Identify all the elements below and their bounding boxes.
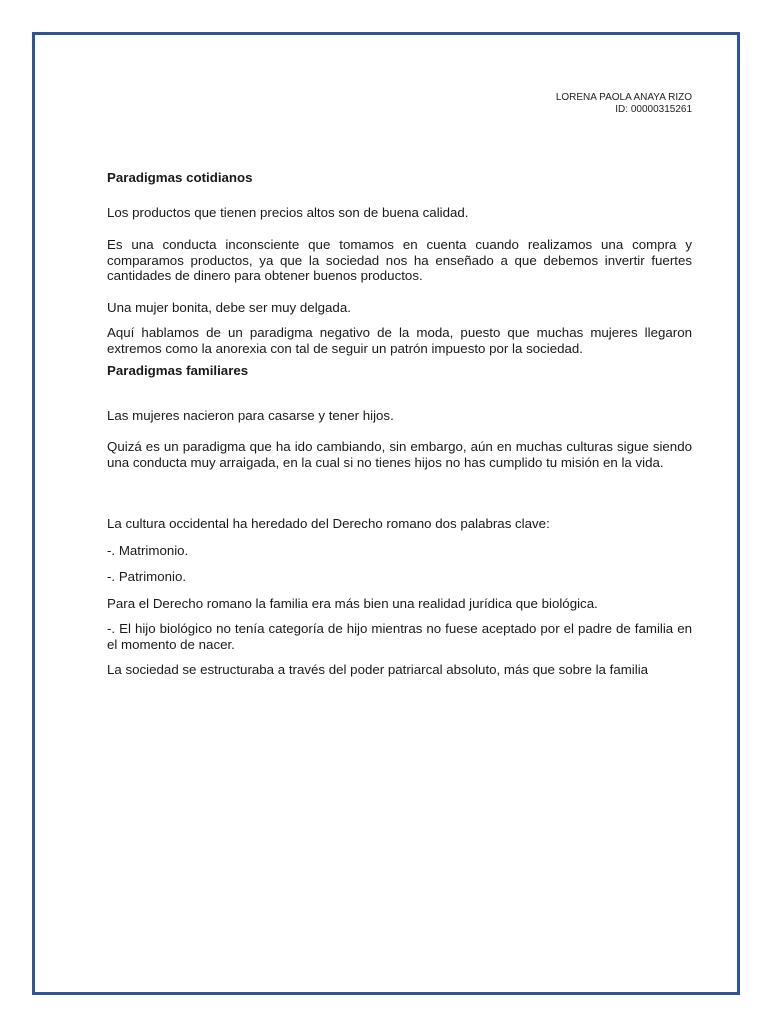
author-name: LORENA PAOLA ANAYA RIZO xyxy=(555,92,692,103)
section-heading-cotidianos: Paradigmas cotidianos xyxy=(107,170,253,185)
list-item: -. Matrimonio. xyxy=(107,542,189,558)
paragraph: Una mujer bonita, debe ser muy delgada. xyxy=(107,299,351,315)
paragraph: Aquí hablamos de un paradigma negativo de la moda, puesto que muchas mujeres llegaron extremos como la anorexia con tal de seguir un patrón impuesto por la sociedad. xyxy=(107,325,692,356)
author-block xyxy=(556,92,692,116)
paragraph: Quizá es un paradigma que ha ido cambiando, sin embargo, aún en muchas culturas sigue siendo una conducta muy arraigada, en la cual si no tienes hijos no has cumplido tu misión en la vida. xyxy=(107,439,692,470)
paragraph: Para el Derecho romano la familia era más bien una realidad jurídica que biológica. xyxy=(107,595,598,611)
paragraph: Es una conducta inconsciente que tomamos en cuenta cuando realizamos una compra y comparamos productos, ya que la sociedad nos ha enseñado a que debemos invertir fuertes cantidades de dinero para obtener buenos productos. xyxy=(107,237,692,283)
paragraph: La cultura occidental ha heredado del Derecho romano dos palabras clave: xyxy=(107,516,550,531)
document-body xyxy=(107,170,692,678)
list-item: -. Patrimonio. xyxy=(107,569,187,584)
author-id: ID: 00000315261 xyxy=(615,104,692,115)
section-heading-familiares: Paradigmas familiares xyxy=(107,363,249,378)
paragraph: Las mujeres nacieron para casarse y tener hijos. xyxy=(107,407,394,423)
paragraph: Los productos que tienen precios altos son de buena calidad. xyxy=(107,204,469,220)
paragraph: -. El hijo biológico no tenía categoría de hijo mientras no fuese aceptado por el padre de familia en el momento de nacer. xyxy=(107,621,692,652)
paragraph: La sociedad se estructuraba a través del poder patriarcal absoluto, más que sobre la familia xyxy=(107,662,649,677)
